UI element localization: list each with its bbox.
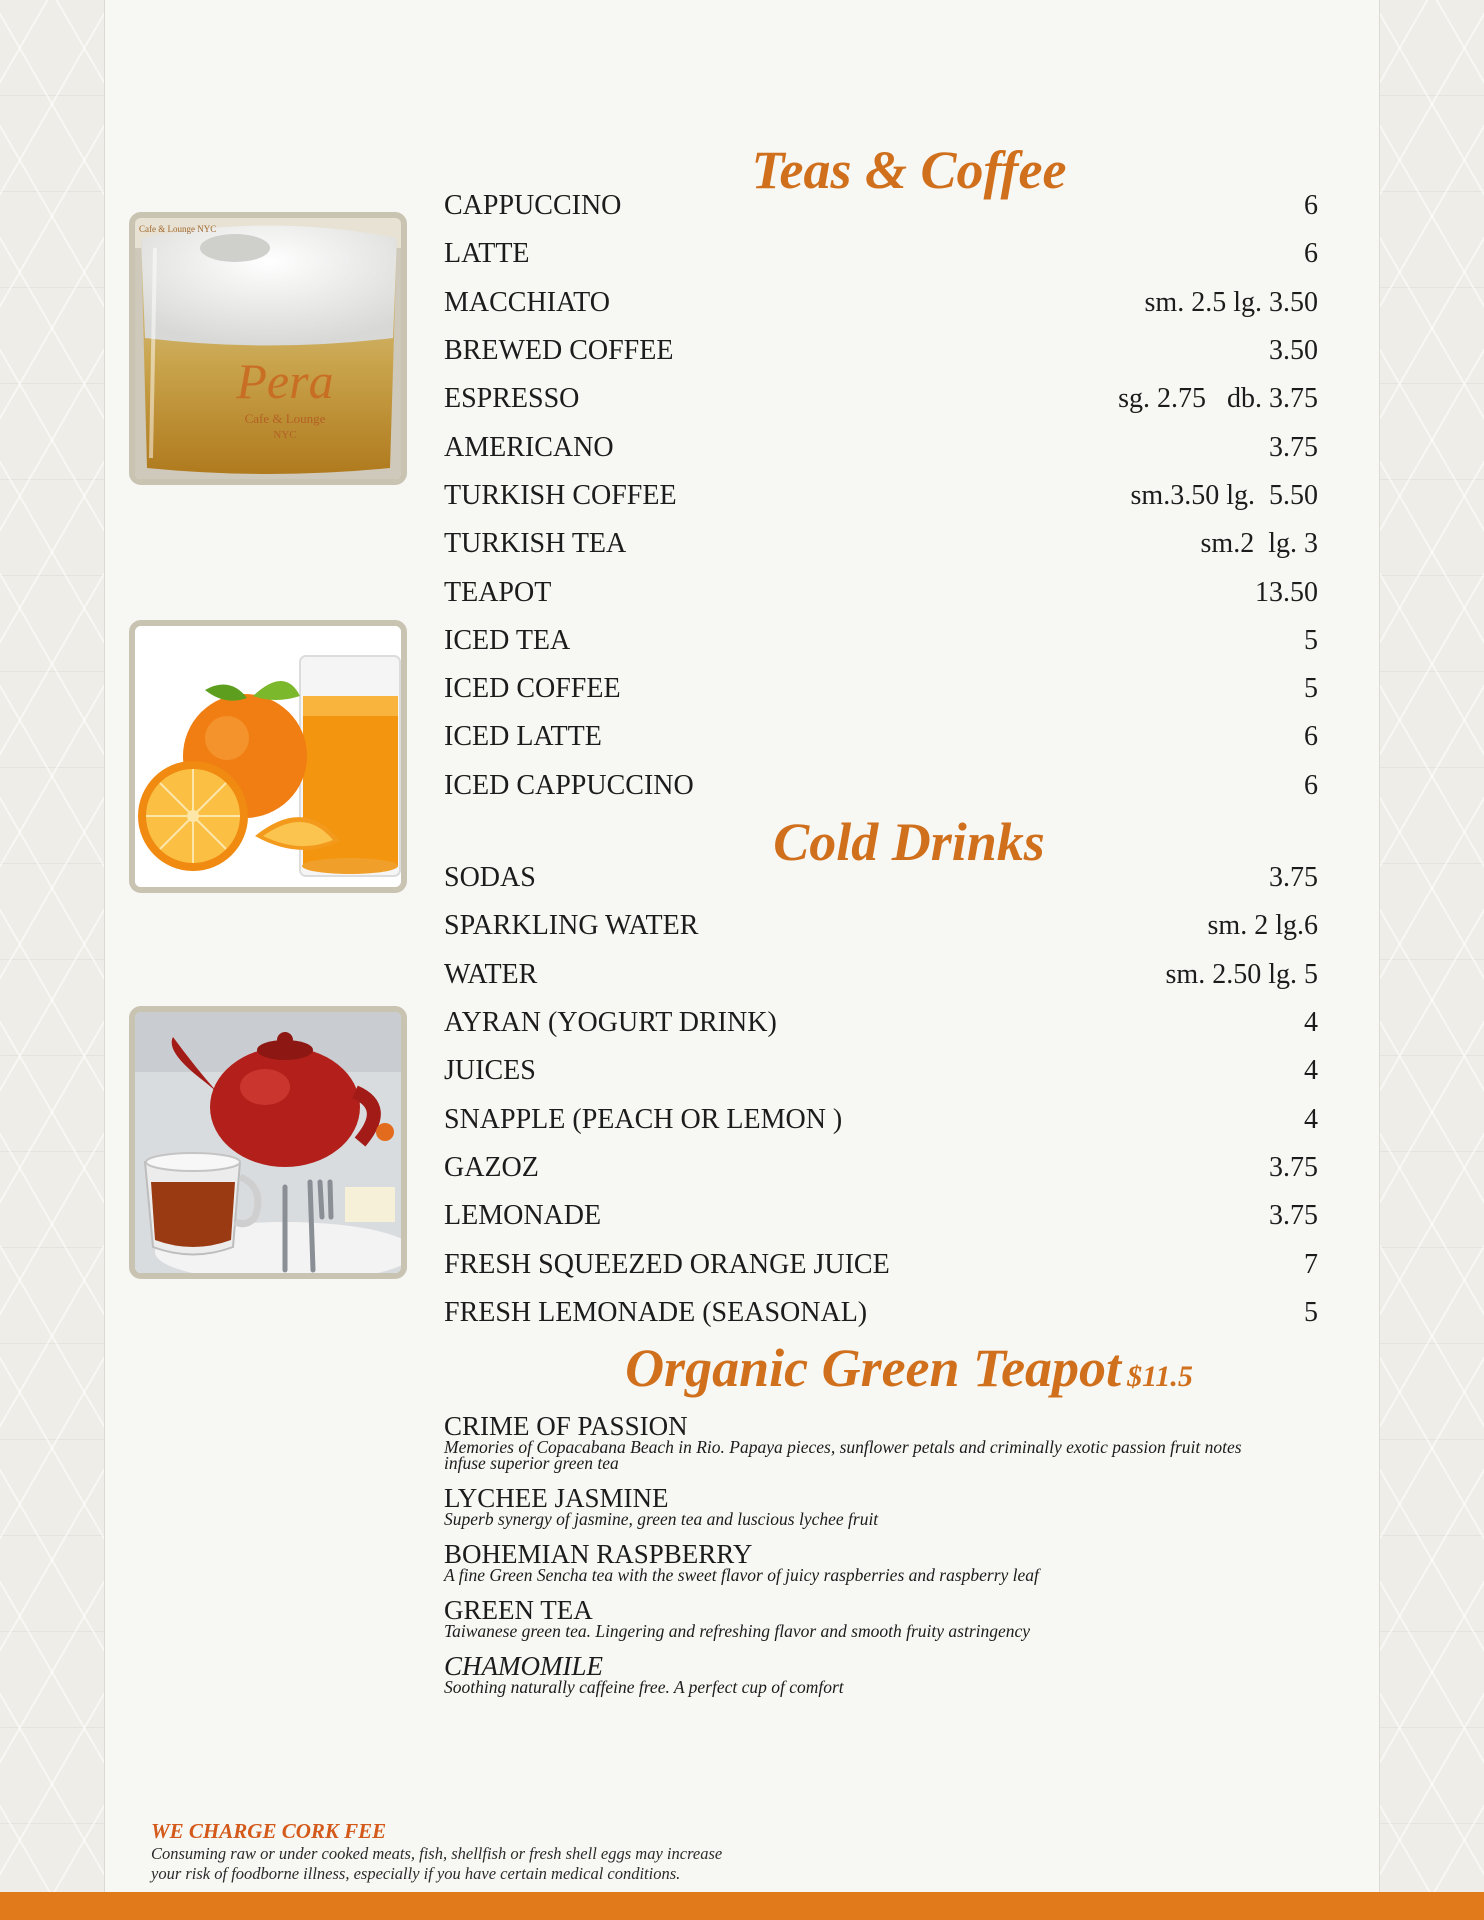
menu-item xyxy=(444,1144,1318,1192)
item-name: SODAS xyxy=(444,862,536,894)
tea-name: CHAMOMILE xyxy=(444,1651,603,1681)
cafe-lounge-text: Cafe & Lounge xyxy=(244,411,326,426)
item-name: LATTE xyxy=(444,238,530,270)
nyc-text: NYC xyxy=(273,429,297,441)
left-pattern-border xyxy=(0,0,105,1920)
item-price: 5 xyxy=(1304,673,1318,705)
item-name: AMERICANO xyxy=(444,431,614,463)
item-name: FRESH SQUEEZED ORANGE JUICE xyxy=(444,1248,890,1280)
teas-coffee-list xyxy=(444,182,1318,810)
pera-logo-text: Pera xyxy=(236,353,334,409)
item-name: SPARKLING WATER xyxy=(444,910,699,942)
menu-item xyxy=(444,230,1318,278)
food-safety-disclaimer-line2: your risk of foodborne illness, especially if you have certain medical conditions. xyxy=(151,1864,681,1883)
tea-item xyxy=(444,1485,1344,1527)
item-name: TURKISH TEA xyxy=(444,528,627,560)
item-price: 4 xyxy=(1304,1103,1318,1135)
item-name: ICED TEA xyxy=(444,624,571,656)
menu-item xyxy=(444,568,1318,616)
cold-drinks-heading: Cold Drinks xyxy=(773,812,1045,872)
menu-item xyxy=(444,902,1318,950)
item-name: MACCHIATO xyxy=(444,286,610,318)
menu-item xyxy=(444,854,1318,902)
menu-item xyxy=(444,279,1318,327)
cork-fee-notice: WE CHARGE CORK FEE xyxy=(151,1819,387,1843)
item-name: ICED LATTE xyxy=(444,721,602,753)
item-name: WATER xyxy=(444,958,538,990)
green-teapot-title: Organic Green Teapot xyxy=(625,1338,1122,1398)
teas-coffee-heading: Teas & Coffee xyxy=(751,140,1067,200)
tea-item xyxy=(444,1653,1344,1695)
tea-description: Memories of Copacabana Beach in Rio. Papaya pieces, sunflower petals and criminally exotic passion fruit notes infuse superior green tea xyxy=(444,1437,1242,1473)
cold-drinks-list xyxy=(444,854,1318,1337)
item-price: 5 xyxy=(1304,1296,1318,1328)
menu-item xyxy=(444,1047,1318,1095)
orange-juice-photo xyxy=(129,620,407,893)
item-price: 6 xyxy=(1304,238,1318,270)
menu-item xyxy=(444,951,1318,999)
menu-item xyxy=(444,423,1318,471)
item-price: 6 xyxy=(1304,721,1318,753)
tea-description: Taiwanese green tea. Lingering and refreshing flavor and smooth fruity astringency xyxy=(444,1621,1031,1641)
menu-item xyxy=(444,1289,1318,1337)
item-price: 5 xyxy=(1304,624,1318,656)
menu-item xyxy=(444,617,1318,665)
item-price: sm.3.50 lg. 5.50 xyxy=(1130,479,1318,511)
footer xyxy=(151,1818,851,1884)
food-safety-disclaimer-line1: Consuming raw or under cooked meats, fish, shellfish or fresh shell eggs may increase xyxy=(151,1844,723,1863)
menu-item xyxy=(444,375,1318,423)
item-name: ICED CAPPUCCINO xyxy=(444,769,694,801)
item-name: JUICES xyxy=(444,1055,536,1087)
item-name: BREWED COFFEE xyxy=(444,335,674,367)
menu-item xyxy=(444,1240,1318,1288)
tea-name: BOHEMIAN RASPBERRY xyxy=(444,1539,753,1569)
menu-item xyxy=(444,472,1318,520)
item-price: 4 xyxy=(1304,1055,1318,1087)
item-name: TURKISH COFFEE xyxy=(444,479,677,511)
bottom-accent-bar xyxy=(0,1892,1484,1920)
item-name: AYRAN (YOGURT DRINK) xyxy=(444,1007,777,1039)
item-price: 6 xyxy=(1304,769,1318,801)
item-price: sg. 2.75 db. 3.75 xyxy=(1118,383,1318,415)
item-price: sm. 2 lg.6 xyxy=(1207,910,1318,942)
item-name: GAZOZ xyxy=(444,1151,539,1183)
item-price: 3.75 xyxy=(1269,1200,1318,1232)
item-price: 7 xyxy=(1304,1248,1318,1280)
menu-item xyxy=(444,665,1318,713)
green-teapot-price: $11.5 xyxy=(1127,1360,1193,1393)
menu-item xyxy=(444,999,1318,1047)
item-price: sm. 2.5 lg. 3.50 xyxy=(1144,286,1318,318)
tea-name: CRIME OF PASSION xyxy=(444,1411,688,1441)
menu-item xyxy=(444,713,1318,761)
item-name: ICED COFFEE xyxy=(444,673,621,705)
menu-item xyxy=(444,182,1318,230)
item-price: 3.75 xyxy=(1269,862,1318,894)
tea-item xyxy=(444,1597,1344,1639)
latte-photo xyxy=(129,212,407,485)
tea-description: Soothing naturally caffeine free. A perfect cup of comfort xyxy=(444,1677,844,1697)
item-name: TEAPOT xyxy=(444,576,552,608)
item-name: LEMONADE xyxy=(444,1200,602,1232)
item-price: 3.50 xyxy=(1269,335,1318,367)
item-name: CAPPUCCINO xyxy=(444,190,622,222)
item-price: 13.50 xyxy=(1255,576,1318,608)
tea-item xyxy=(444,1413,1344,1471)
item-price: 3.75 xyxy=(1269,431,1318,463)
item-price: sm.2 lg. 3 xyxy=(1200,528,1318,560)
teapot-photo xyxy=(129,1006,407,1279)
tea-description: Superb synergy of jasmine, green tea and luscious lychee fruit xyxy=(444,1509,879,1529)
tea-name: GREEN TEA xyxy=(444,1595,593,1625)
item-name: FRESH LEMONADE (SEASONAL) xyxy=(444,1296,868,1328)
item-price: 4 xyxy=(1304,1007,1318,1039)
green-teapot-heading xyxy=(444,1338,1374,1407)
menu-item xyxy=(444,1095,1318,1143)
menu-item xyxy=(444,327,1318,375)
tea-description: A fine Green Sencha tea with the sweet flavor of juicy raspberries and raspberry leaf xyxy=(444,1565,1039,1585)
item-name: SNAPPLE (PEACH OR LEMON ) xyxy=(444,1103,843,1135)
glass-rim-text: Cafe & Lounge NYC xyxy=(139,224,217,234)
item-price: 3.75 xyxy=(1269,1151,1318,1183)
tea-item xyxy=(444,1541,1344,1583)
green-tea-list xyxy=(444,1413,1344,1709)
menu-item xyxy=(444,762,1318,810)
item-price: sm. 2.50 lg. 5 xyxy=(1165,958,1318,990)
item-price: 6 xyxy=(1304,190,1318,222)
item-name: ESPRESSO xyxy=(444,383,580,415)
tea-name: LYCHEE JASMINE xyxy=(444,1483,669,1513)
menu-item xyxy=(444,520,1318,568)
menu-item xyxy=(444,1192,1318,1240)
right-pattern-border xyxy=(1379,0,1484,1920)
